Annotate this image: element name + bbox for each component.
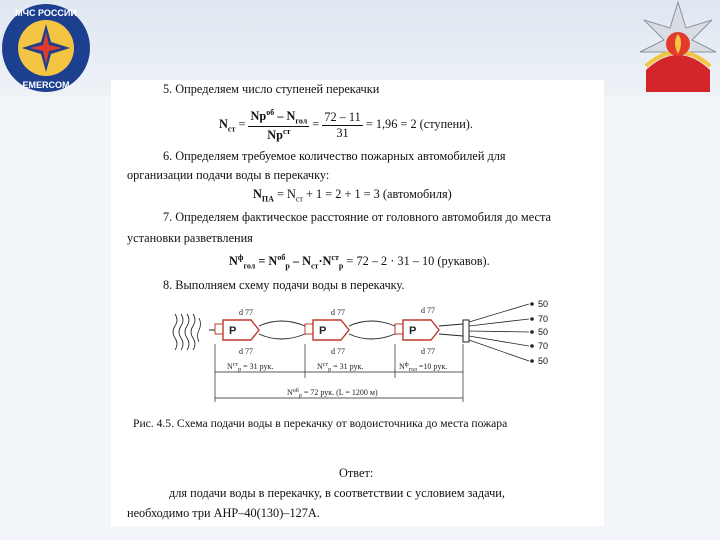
nozzle-value-5: 50 bbox=[538, 356, 549, 366]
document-page bbox=[111, 80, 604, 526]
step-7-line-1: 7. Определяем фактическое расстояние от головного автомобиля до места bbox=[163, 210, 551, 224]
step-7-line-2: установки разветвления bbox=[127, 231, 253, 245]
answer-line-1: для подачи воды в перекачку, в соответствии с условием задачи, bbox=[169, 486, 505, 500]
nozzle-value-2: 70 bbox=[538, 314, 549, 324]
svg-text:EMERCOM: EMERCOM bbox=[22, 80, 70, 90]
step-6-line-2: организации подачи воды в перекачку: bbox=[127, 168, 330, 182]
hose-label-bottom-3: d 77 bbox=[421, 347, 435, 356]
hose-label-top-3: d 77 bbox=[421, 306, 435, 315]
step-8-text: 8. Выполняем схему подачи воды в перекачку. bbox=[163, 278, 405, 292]
answer-title: Ответ: bbox=[339, 466, 374, 480]
pump-truck-2 bbox=[305, 320, 349, 340]
water-source-icon bbox=[173, 314, 201, 350]
hose-label-bottom-2: d 77 bbox=[331, 347, 345, 356]
truck-3-label: Р bbox=[409, 325, 417, 337]
branching-unit bbox=[463, 320, 469, 342]
formula-trucks: $N_{ПА} = N_{ст} + 1 = 2 + 1 = 3$ (автомобиля) bbox=[253, 187, 452, 204]
emercom-emblem-icon bbox=[0, 2, 92, 94]
step-6-line-1: 6. Определяем требуемое количество пожарных автомобилей для bbox=[163, 149, 506, 163]
nozzle-lines bbox=[469, 304, 529, 361]
nozzle-value-4: 70 bbox=[538, 341, 549, 351]
hose-label-top-2: d 77 bbox=[331, 308, 345, 317]
svg-text:МЧС РОССИИ: МЧС РОССИИ bbox=[15, 8, 77, 18]
pump-truck-1 bbox=[215, 320, 259, 340]
formula-distance: $N^ф_{гол} = N^{об}_р - N_{ст}\cdot N^{ст}_р = 72 - 2 \cdot 31 - 10$ (рукавов). bbox=[229, 253, 490, 271]
figure-caption: Рис. 4.5. Схема подачи воды в перекачку от водоисточника до места пожара bbox=[133, 417, 508, 430]
segment-2-label: $N^{ст}_р = 31$ рук. bbox=[317, 362, 364, 373]
nozzle-value-1: 50 bbox=[538, 300, 549, 309]
pump-truck-3 bbox=[395, 320, 439, 340]
hose-label-top-1: d 77 bbox=[239, 308, 253, 317]
formula-stages: $N_{ст}$ = $\frac{Nр^{об} - N_{гол}}{Nр^{ст}}$ = $\frac{72 - 11}{31}$ = 1,96 = 2 (ступени). bbox=[219, 108, 473, 142]
truck-2-label: Р bbox=[319, 325, 327, 337]
answer-line-2: необходимо три АНР–40(130)–127А. bbox=[127, 506, 320, 520]
nozzle-value-3: 50 bbox=[538, 327, 549, 337]
step-5-text: 5. Определяем число ступеней перекачки bbox=[163, 82, 380, 96]
segment-3-label: $N^ф_{гол} =10$ рук. bbox=[399, 362, 448, 373]
fire-service-emblem-icon bbox=[636, 0, 720, 96]
total-length-label: $N^{об}_р = 72$ рук. (L = 1200 м) bbox=[287, 388, 378, 399]
nozzle-dots bbox=[530, 302, 534, 363]
hose-label-bottom-1: d 77 bbox=[239, 347, 253, 356]
truck-1-label: Р bbox=[229, 325, 237, 337]
segment-1-label: $N^{ст}_р = 31$ рук. bbox=[227, 362, 274, 373]
